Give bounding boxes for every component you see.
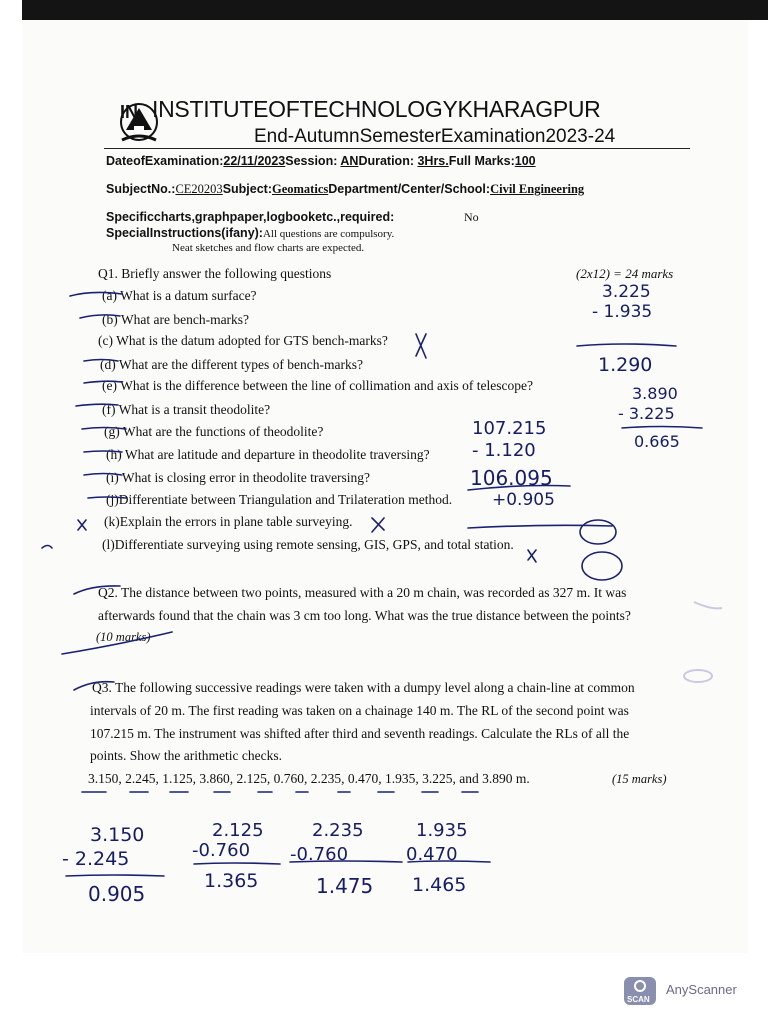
q1-item-i: (i) What is closing error in theodolite traversing? — [106, 470, 371, 485]
hw-1290: 1.290 — [598, 354, 653, 376]
instruction-sketches: Neat sketches and flow charts are expected. — [172, 242, 365, 254]
q2-line2: afterwards found that the chain was 3 cm too long. What was the true distance between the points? — [98, 608, 631, 623]
hw-minus-0760-b: -0.760 — [290, 844, 349, 865]
hw-1365: 1.365 — [204, 870, 259, 892]
q1-title: Q1. Briefly answer the following questions — [98, 266, 332, 281]
anyscanner-logo — [623, 976, 657, 1006]
hw-106095: 106.095 — [470, 466, 553, 490]
q1-item-e: (e) What is the difference between the line of collimation and axis of telescope? — [102, 378, 533, 393]
q1-marks: (2x12) = 24 marks — [576, 266, 674, 281]
handwritten-marks — [22, 20, 748, 953]
q1-item-k: (k)Explain the errors in plane table surveying. — [104, 514, 353, 529]
hw-minus-3225: - 3.225 — [618, 404, 675, 423]
hw-0470: 0.470 — [406, 844, 458, 865]
hw-3890: 3.890 — [632, 384, 678, 403]
exam-date: 22/11/2023 — [223, 154, 286, 168]
q3-line1: Q3. The following successive readings were taken with a dumpy level along a chain-line at common — [92, 680, 635, 695]
scan-dark-border — [22, 0, 768, 20]
q1-item-l: (l)Differentiate surveying using remote sensing, GIS, GPS, and total station. — [102, 537, 514, 552]
q3-line4: points. Show the arithmetic checks. — [90, 748, 282, 763]
hw-1465: 1.465 — [412, 874, 467, 896]
hw-0905: 0.905 — [88, 882, 146, 906]
q1-item-b: (b) What are bench-marks? — [102, 312, 250, 327]
svg-text:IN: IN — [120, 102, 138, 122]
hw-0665: 0.665 — [634, 432, 680, 451]
exam-title: End-AutumnSemesterExamination2023-24 — [254, 126, 616, 147]
hw-3150: 3.150 — [90, 824, 145, 846]
q3-readings: 3.150, 2.245, 1.125, 3.860, 2.125, 0.760, 2.235, 0.470, 1.935, 3.225, and 3.890 m. — [88, 771, 530, 786]
subject-name: Geomatics — [272, 182, 329, 196]
scan-top-edge — [0, 0, 768, 20]
specific-charts-label: Specificcharts,graphpaper,logbooketc.,required: — [106, 210, 395, 224]
hw-plus-0905: +0.905 — [492, 490, 555, 510]
hw-2235: 2.235 — [312, 820, 364, 841]
full-marks: 100 — [514, 154, 536, 168]
hw-1935-b: 1.935 — [416, 820, 468, 841]
hw-3225: 3.225 — [602, 282, 651, 302]
hw-minus-0760: -0.760 — [192, 840, 251, 861]
anyscanner-brand: AnyScanner — [666, 982, 737, 997]
exam-details-line: DateofExamination:22/11/2023Session: ANDuration: 3Hrs.Full Marks:100 — [106, 154, 536, 168]
instruction-compulsory: All questions are compulsory. — [262, 228, 395, 240]
specific-charts-value: No — [464, 210, 479, 224]
hw-minus-1935: - 1.935 — [592, 302, 653, 322]
subject-line: SubjectNo.:CE20203Subject:GeomaticsDepartment/Center/School:Civil Engineering — [106, 182, 585, 196]
q1-item-a: (a) What is a datum surface? — [102, 288, 257, 303]
q2-marks: (10 marks) — [96, 630, 151, 644]
q1-item-j: (j)Differentiate between Triangulation and Trilateration method. — [106, 492, 453, 507]
hw-2125: 2.125 — [212, 820, 264, 841]
subject-number: CE20203 — [175, 182, 223, 196]
hw-minus-2245: - 2.245 — [62, 848, 130, 870]
department-name: Civil Engineering — [490, 182, 585, 196]
q1-item-c: (c) What is the datum adopted for GTS bench-marks? — [98, 333, 388, 348]
special-instructions: SpecialInstructions(ifany):All questions are compulsory. — [106, 226, 395, 240]
hw-minus-1120: - 1.120 — [472, 440, 536, 461]
q1-item-g: (g) What are the functions of theodolite? — [104, 424, 324, 439]
q3-marks: (15 marks) — [612, 772, 667, 786]
exam-session: AN — [340, 154, 359, 168]
hw-107215: 107.215 — [472, 418, 547, 439]
q3-line2: intervals of 20 m. The first reading was taken on a chainage 140 m. The RL of the second point was — [90, 703, 629, 718]
q1-item-h: (h) What are latitude and departure in theodolite traversing? — [106, 447, 430, 462]
q3-line3: 107.215 m. The instrument was shifted after third and seventh readings. Calculate the RLs of all the — [90, 726, 630, 741]
q2-line1: Q2. The distance between two points, measured with a 20 m chain, was recorded as 327 m. It was — [98, 585, 627, 600]
q1-item-f: (f) What is a transit theodolite? — [102, 402, 271, 417]
exam-duration: 3Hrs. — [417, 154, 449, 168]
q1-item-d: (d) What are the different types of bench-marks? — [100, 357, 364, 372]
svg-text:SCAN: SCAN — [627, 995, 650, 1004]
institute-name: INSTITUTEOFTECHNOLOGYKHARAGPUR — [152, 96, 601, 122]
exam-page — [22, 20, 748, 953]
hw-1475: 1.475 — [316, 874, 374, 898]
